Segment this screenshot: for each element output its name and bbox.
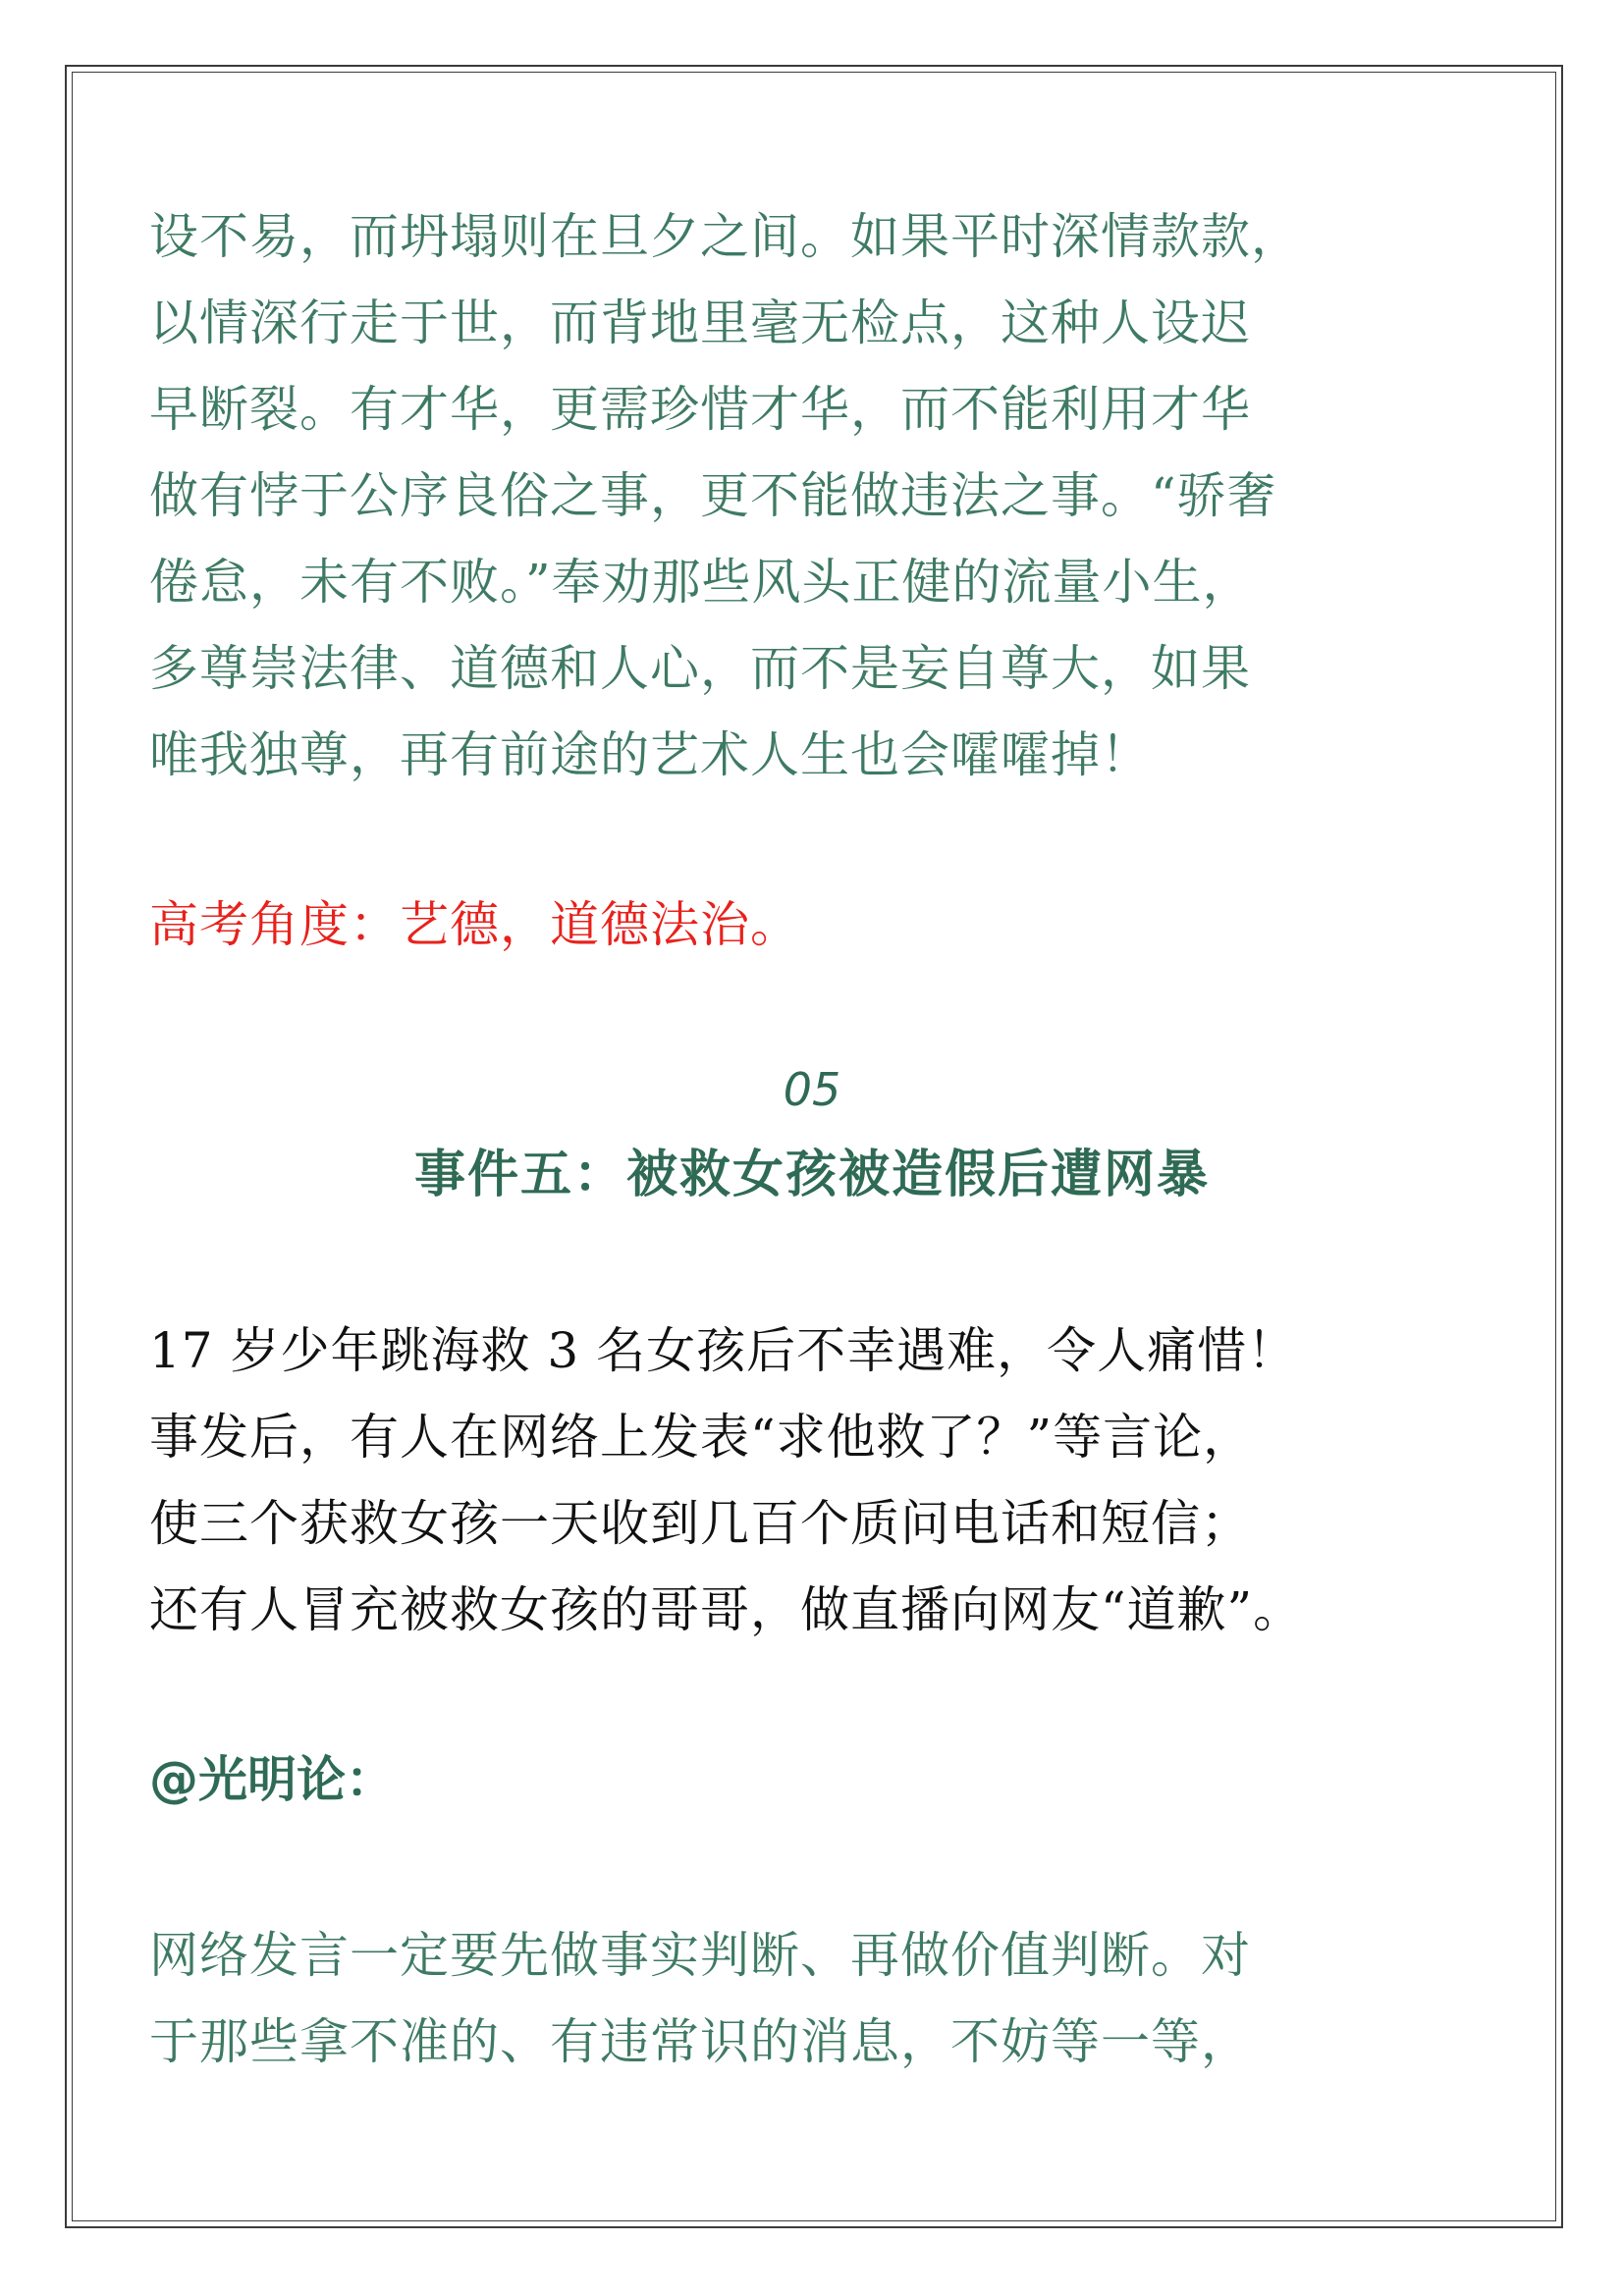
text-line: 网络发言一定要先做事实判断、再做价值判断。对 (149, 1927, 1251, 1984)
text-line: 17 岁少年跳海救 3 名女孩后不幸遇难，令人痛惜！ (149, 1322, 1298, 1379)
source-label: @光明论： (149, 1751, 395, 1808)
text-line: 以情深行走于世，而背地里毫无检点，这种人设迟 (149, 294, 1251, 351)
text-line: 于那些拿不准的、有违常识的消息，不妨等一等， (149, 2013, 1251, 2070)
text-line: 倦怠，未有不败。”奉劝那些风头正健的流量小生， (149, 554, 1253, 611)
text-line: 使三个获救女孩一天收到几百个质问电话和短信； (149, 1495, 1251, 1552)
text-line: 设不易，而坍塌则在旦夕之间。如果平时深情款款， (149, 208, 1301, 265)
exam-angle (149, 881, 1485, 968)
text-line: 早断裂。有才华，更需珍惜才华，而不能利用才华 (149, 381, 1251, 438)
section-title: 事件五：被救女孩被造假后遭网暴 (413, 1146, 1210, 1204)
text-line: 还有人冒充被救女孩的哥哥，做直播向网友“道歉”。 (149, 1581, 1304, 1638)
text-line: 多尊崇法律、道德和人心，而不是妄自尊大，如果 (149, 640, 1251, 697)
text-line: 做有悖于公序良俗之事，更不能做违法之事。“骄奢 (149, 467, 1277, 524)
section-number: 05 (783, 1063, 841, 1116)
commentary-paragraph (149, 193, 1485, 798)
exam-angle-text: 高考角度：艺德，道德法治。 (149, 896, 800, 953)
event-paragraph (149, 1308, 1485, 1653)
text-line: 唯我独尊，再有前途的艺术人生也会嚯嚯掉！ (149, 726, 1151, 783)
text-line: 事发后，有人在网络上发表“求他救了？”等言论， (149, 1409, 1254, 1466)
commentary-paragraph-2 (149, 1912, 1485, 2085)
